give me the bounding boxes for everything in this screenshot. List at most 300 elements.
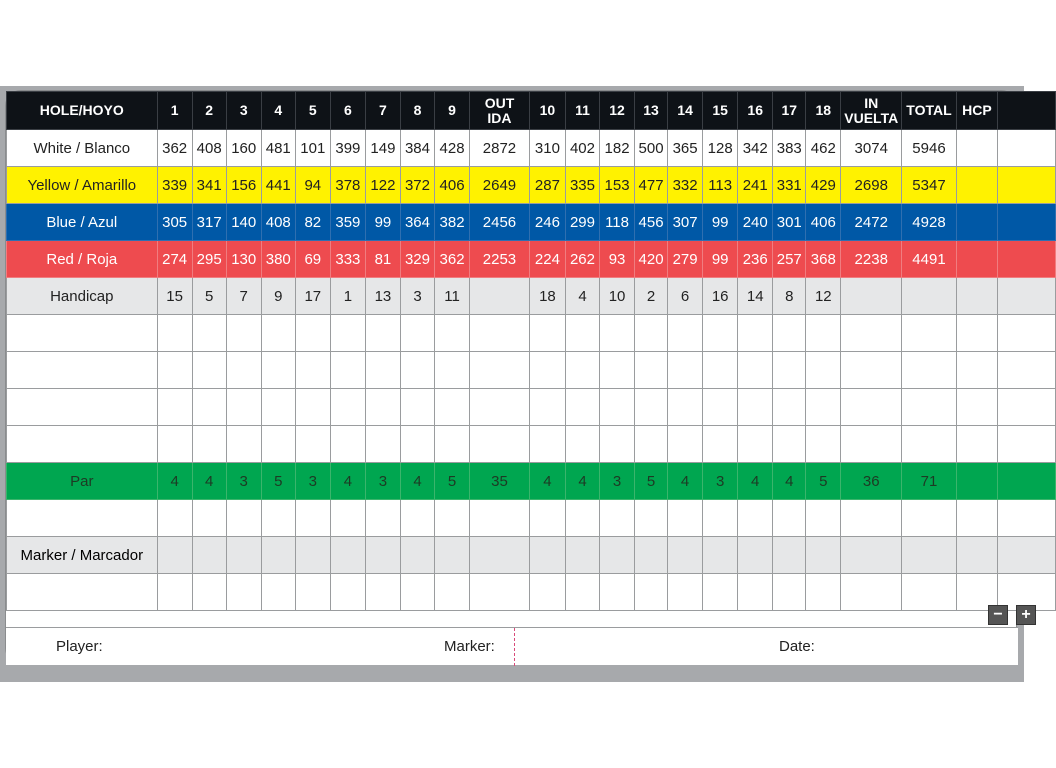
score-cell: 153 [600,167,635,204]
name-entry-cell[interactable] [7,574,158,611]
score-entry-cell[interactable] [365,352,400,389]
out-header [470,92,530,130]
score-entry-cell[interactable] [157,500,192,537]
extra-cell [998,167,1056,204]
score-cell: 342 [738,130,773,167]
hole-number: 12 [600,92,635,130]
score-cell: 3 [703,463,738,500]
score-entry-cell[interactable] [703,574,738,611]
score-entry-cell[interactable] [668,537,703,574]
score-entry-cell[interactable] [261,315,295,352]
score-entry-cell[interactable] [365,389,400,426]
score-entry-cell[interactable] [738,315,773,352]
score-cell: 128 [703,130,738,167]
score-cell: 380 [261,241,295,278]
score-cell: 236 [738,241,773,278]
hcp-cell [956,167,997,204]
score-entry-cell[interactable] [738,537,773,574]
score-entry-cell[interactable] [435,500,470,537]
score-cell: 384 [400,130,434,167]
score-cell: 241 [738,167,773,204]
grand-total-cell [902,278,957,315]
score-cell: 246 [529,204,565,241]
name-entry-cell[interactable] [7,352,158,389]
score-entry-cell[interactable] [998,537,1056,574]
score-cell: 3 [600,463,635,500]
score-entry-cell[interactable] [365,315,400,352]
score-cell: 5 [192,278,226,315]
score-entry-cell[interactable] [470,537,530,574]
score-entry-cell[interactable] [600,426,635,463]
score-entry-cell[interactable] [635,537,668,574]
score-cell: 341 [192,167,226,204]
score-entry-cell[interactable] [902,537,957,574]
score-entry-cell[interactable] [635,426,668,463]
score-entry-cell[interactable] [330,389,365,426]
score-entry-cell[interactable] [902,389,957,426]
score-entry-cell[interactable] [261,574,295,611]
out-total-cell [470,278,530,315]
score-entry-cell[interactable] [529,352,565,389]
score-entry-cell[interactable] [956,352,997,389]
score-entry-cell[interactable] [806,352,841,389]
score-entry-cell[interactable] [565,315,599,352]
score-cell: 4 [738,463,773,500]
score-entry-cell[interactable] [295,426,330,463]
score-cell: 456 [635,204,668,241]
score-entry-cell[interactable] [773,315,806,352]
score-entry-cell[interactable] [470,500,530,537]
hcp-cell [956,278,997,315]
score-entry-cell[interactable] [330,426,365,463]
score-entry-cell[interactable] [773,574,806,611]
score-entry-cell[interactable] [192,500,226,537]
score-entry-cell[interactable] [565,352,599,389]
score-cell: 4 [565,463,599,500]
score-entry-cell[interactable] [330,500,365,537]
score-entry-cell[interactable] [841,537,902,574]
score-entry-cell[interactable] [773,537,806,574]
score-entry-cell[interactable] [806,574,841,611]
score-entry-cell[interactable] [703,352,738,389]
score-entry-cell[interactable] [600,352,635,389]
score-cell: 18 [529,278,565,315]
marker-row [7,537,1056,574]
score-cell: 406 [435,167,470,204]
white-tee-row [7,130,1056,167]
score-entry-cell[interactable] [635,574,668,611]
score-entry-cell[interactable] [773,389,806,426]
score-cell: 500 [635,130,668,167]
in-total-cell: 2238 [841,241,902,278]
score-entry-cell[interactable] [738,352,773,389]
score-entry-cell[interactable] [365,500,400,537]
score-entry-cell[interactable] [956,389,997,426]
hcp-cell [956,463,997,500]
score-cell: 140 [226,204,261,241]
score-entry-cell[interactable] [192,352,226,389]
score-entry-cell[interactable] [998,426,1056,463]
score-cell: 364 [400,204,434,241]
score-entry-cell[interactable] [435,426,470,463]
in-total-cell: 2472 [841,204,902,241]
score-entry-cell[interactable] [668,315,703,352]
score-entry-cell[interactable] [902,574,957,611]
score-entry-cell[interactable] [773,352,806,389]
score-entry-cell[interactable] [738,574,773,611]
row-label: Marker / Marcador [7,537,158,574]
score-entry-cell[interactable] [226,537,261,574]
hole-number: 8 [400,92,434,130]
score-entry-cell[interactable] [841,500,902,537]
score-cell: 441 [261,167,295,204]
score-cell: 257 [773,241,806,278]
score-cell: 317 [192,204,226,241]
score-cell: 262 [565,241,599,278]
hole-number: 11 [565,92,599,130]
score-entry-cell[interactable] [470,426,530,463]
score-cell: 9 [261,278,295,315]
score-cell: 335 [565,167,599,204]
player-score-row [7,315,1056,352]
score-entry-cell[interactable] [806,500,841,537]
score-entry-cell[interactable] [635,389,668,426]
grand-total-cell: 4491 [902,241,957,278]
score-entry-cell[interactable] [600,315,635,352]
score-entry-cell[interactable] [806,537,841,574]
score-cell: 383 [773,130,806,167]
hcp-cell [956,130,997,167]
score-entry-cell[interactable] [400,574,434,611]
score-entry-cell[interactable] [738,426,773,463]
score-entry-cell[interactable] [435,537,470,574]
score-entry-cell[interactable] [529,426,565,463]
score-entry-cell[interactable] [157,426,192,463]
extra-cell [998,130,1056,167]
hole-number: 7 [365,92,400,130]
out-total-cell: 2872 [470,130,530,167]
score-cell: 310 [529,130,565,167]
score-cell: 429 [806,167,841,204]
score-entry-cell[interactable] [668,574,703,611]
score-cell: 301 [773,204,806,241]
score-entry-cell[interactable] [841,426,902,463]
total-header: TOTAL [902,92,957,130]
score-entry-cell[interactable] [600,574,635,611]
score-entry-cell[interactable] [703,537,738,574]
score-entry-cell[interactable] [226,389,261,426]
score-cell: 16 [703,278,738,315]
score-cell: 4 [529,463,565,500]
in-total-cell: 36 [841,463,902,500]
score-entry-cell[interactable] [773,500,806,537]
score-entry-cell[interactable] [226,352,261,389]
score-entry-cell[interactable] [703,315,738,352]
date-label: Date: [779,638,815,655]
name-entry-cell[interactable] [7,500,158,537]
red-tee-row [7,241,1056,278]
score-cell: 4 [668,463,703,500]
score-entry-cell[interactable] [635,315,668,352]
score-entry-cell[interactable] [295,574,330,611]
score-entry-cell[interactable] [841,352,902,389]
score-entry-cell[interactable] [470,574,530,611]
score-entry-cell[interactable] [902,352,957,389]
player-score-row [7,574,1056,611]
score-cell: 329 [400,241,434,278]
score-cell: 3 [226,463,261,500]
score-entry-cell[interactable] [295,315,330,352]
extra-cell [998,278,1056,315]
score-entry-cell[interactable] [956,537,997,574]
score-cell: 305 [157,204,192,241]
score-entry-cell[interactable] [226,426,261,463]
name-entry-cell[interactable] [7,426,158,463]
score-entry-cell[interactable] [192,537,226,574]
name-entry-cell[interactable] [7,389,158,426]
score-entry-cell[interactable] [365,426,400,463]
score-entry-cell[interactable] [902,500,957,537]
score-entry-cell[interactable] [470,352,530,389]
score-cell: 408 [192,130,226,167]
score-entry-cell[interactable] [998,500,1056,537]
score-entry-cell[interactable] [365,574,400,611]
score-entry-cell[interactable] [600,500,635,537]
score-entry-cell[interactable] [261,389,295,426]
score-entry-cell[interactable] [226,500,261,537]
score-entry-cell[interactable] [400,537,434,574]
score-entry-cell[interactable] [738,389,773,426]
score-entry-cell[interactable] [226,315,261,352]
score-cell: 3 [295,463,330,500]
score-entry-cell[interactable] [902,315,957,352]
hole-number: 4 [261,92,295,130]
vuelta-label: VUELTA [844,109,899,126]
score-cell: 279 [668,241,703,278]
row-label: White / Blanco [7,130,158,167]
score-entry-cell[interactable] [635,352,668,389]
score-entry-cell[interactable] [668,426,703,463]
score-entry-cell[interactable] [435,352,470,389]
score-cell: 382 [435,204,470,241]
row-label: Handicap [7,278,158,315]
score-entry-cell[interactable] [226,574,261,611]
hole-number: 10 [529,92,565,130]
score-cell: 372 [400,167,434,204]
score-entry-cell[interactable] [261,537,295,574]
zoom-in-button[interactable]: + [1016,605,1036,625]
extra-header [998,92,1056,130]
score-entry-cell[interactable] [600,537,635,574]
score-entry-cell[interactable] [192,426,226,463]
score-entry-cell[interactable] [192,574,226,611]
score-entry-cell[interactable] [600,389,635,426]
score-entry-cell[interactable] [400,389,434,426]
score-entry-cell[interactable] [470,389,530,426]
score-entry-cell[interactable] [806,315,841,352]
score-entry-cell[interactable] [565,574,599,611]
score-cell: 4 [192,463,226,500]
blue-tee-row [7,204,1056,241]
score-entry-cell[interactable] [261,352,295,389]
score-cell: 4 [330,463,365,500]
name-entry-cell[interactable] [7,315,158,352]
score-entry-cell[interactable] [841,574,902,611]
score-cell: 331 [773,167,806,204]
score-cell: 122 [365,167,400,204]
in-label: IN [864,94,879,111]
score-entry-cell[interactable] [400,426,434,463]
score-entry-cell[interactable] [400,352,434,389]
scorecard-table [6,91,1056,611]
score-cell: 69 [295,241,330,278]
score-entry-cell[interactable] [998,389,1056,426]
score-entry-cell[interactable] [668,389,703,426]
score-entry-cell[interactable] [529,389,565,426]
score-entry-cell[interactable] [157,352,192,389]
score-cell: 160 [226,130,261,167]
row-label: Blue / Azul [7,204,158,241]
score-entry-cell[interactable] [773,426,806,463]
score-cell: 333 [330,241,365,278]
score-cell: 365 [668,130,703,167]
score-entry-cell[interactable] [435,315,470,352]
grand-total-cell: 4928 [902,204,957,241]
hole-number: 9 [435,92,470,130]
score-entry-cell[interactable] [668,500,703,537]
score-cell: 378 [330,167,365,204]
score-cell: 299 [565,204,599,241]
score-cell: 428 [435,130,470,167]
out-total-cell: 35 [470,463,530,500]
score-entry-cell[interactable] [668,352,703,389]
score-entry-cell[interactable] [365,537,400,574]
score-entry-cell[interactable] [330,352,365,389]
hole-header: HOLE/HOYO [7,92,158,130]
score-entry-cell[interactable] [738,500,773,537]
score-cell: 3 [365,463,400,500]
score-cell: 182 [600,130,635,167]
score-cell: 113 [703,167,738,204]
score-entry-cell[interactable] [998,352,1056,389]
score-entry-cell[interactable] [635,500,668,537]
score-cell: 4 [157,463,192,500]
score-cell: 1 [330,278,365,315]
score-entry-cell[interactable] [435,389,470,426]
score-entry-cell[interactable] [295,500,330,537]
in-total-cell [841,278,902,315]
score-entry-cell[interactable] [157,389,192,426]
score-entry-cell[interactable] [565,537,599,574]
signature-footer [6,627,1018,665]
score-entry-cell[interactable] [956,426,997,463]
score-entry-cell[interactable] [902,426,957,463]
score-entry-cell[interactable] [400,500,434,537]
yellow-tee-row [7,167,1056,204]
score-cell: 399 [330,130,365,167]
score-cell: 13 [365,278,400,315]
score-entry-cell[interactable] [400,315,434,352]
score-entry-cell[interactable] [806,426,841,463]
score-entry-cell[interactable] [261,426,295,463]
out-label: OUT [484,94,515,111]
score-entry-cell[interactable] [565,500,599,537]
score-cell: 17 [295,278,330,315]
score-entry-cell[interactable] [157,574,192,611]
score-cell: 101 [295,130,330,167]
score-entry-cell[interactable] [529,537,565,574]
extra-cell [998,463,1056,500]
player-label: Player: [56,638,103,655]
score-entry-cell[interactable] [261,500,295,537]
score-cell: 5 [435,463,470,500]
score-entry-cell[interactable] [470,315,530,352]
score-cell: 130 [226,241,261,278]
score-entry-cell[interactable] [703,426,738,463]
marker-signature-label: Marker: [444,638,495,655]
score-cell: 332 [668,167,703,204]
score-entry-cell[interactable] [998,315,1056,352]
score-entry-cell[interactable] [956,500,997,537]
score-cell: 10 [600,278,635,315]
score-entry-cell[interactable] [703,500,738,537]
hole-number: 16 [738,92,773,130]
score-entry-cell[interactable] [295,537,330,574]
hcp-header: HCP [956,92,997,130]
score-cell: 5 [635,463,668,500]
score-cell: 339 [157,167,192,204]
score-entry-cell[interactable] [330,315,365,352]
score-entry-cell[interactable] [295,352,330,389]
score-entry-cell[interactable] [841,315,902,352]
extra-cell [998,204,1056,241]
score-entry-cell[interactable] [157,537,192,574]
score-entry-cell[interactable] [529,574,565,611]
score-entry-cell[interactable] [703,389,738,426]
score-entry-cell[interactable] [565,389,599,426]
player-score-row [7,426,1056,463]
score-cell: 99 [365,204,400,241]
hole-number: 2 [192,92,226,130]
hole-number: 5 [295,92,330,130]
score-cell: 149 [365,130,400,167]
score-entry-cell[interactable] [806,389,841,426]
hole-number: 14 [668,92,703,130]
score-cell: 14 [738,278,773,315]
score-entry-cell[interactable] [192,315,226,352]
score-entry-cell[interactable] [157,315,192,352]
score-entry-cell[interactable] [192,389,226,426]
score-entry-cell[interactable] [529,315,565,352]
score-entry-cell[interactable] [435,574,470,611]
hole-number: 1 [157,92,192,130]
score-entry-cell[interactable] [330,574,365,611]
score-entry-cell[interactable] [565,426,599,463]
score-cell: 15 [157,278,192,315]
out-total-cell: 2253 [470,241,530,278]
score-entry-cell[interactable] [295,389,330,426]
score-entry-cell[interactable] [956,315,997,352]
score-entry-cell[interactable] [330,537,365,574]
score-entry-cell[interactable] [841,389,902,426]
score-cell: 307 [668,204,703,241]
score-cell: 6 [668,278,703,315]
zoom-out-button[interactable]: − [988,605,1008,625]
score-cell: 420 [635,241,668,278]
score-entry-cell[interactable] [529,500,565,537]
score-cell: 118 [600,204,635,241]
in-total-cell: 2698 [841,167,902,204]
